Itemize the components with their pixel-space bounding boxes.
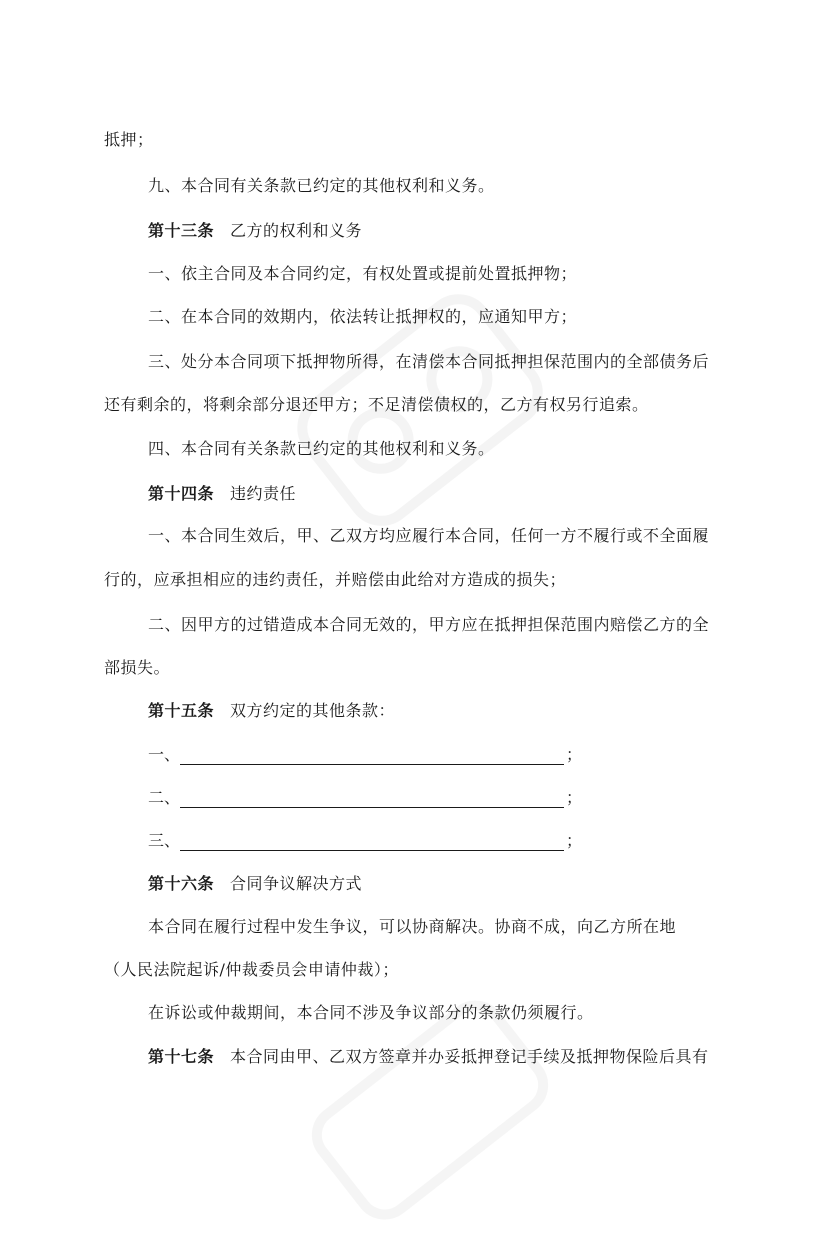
article-number: 第十五条	[148, 701, 215, 720]
article-number: 第十四条	[148, 484, 215, 503]
article-title: 违约责任	[230, 484, 297, 503]
blank-number: 三、	[148, 831, 181, 850]
article-13-heading	[148, 219, 768, 243]
blank-underline[interactable]	[180, 850, 564, 851]
article-title: 乙方的权利和义务	[230, 221, 363, 240]
article-title: 双方约定的其他条款：	[230, 701, 396, 720]
text-line: 本合同在履行过程中发生争议，可以协商解决。协商不成，向乙方所在地	[148, 917, 677, 936]
blank-number: 二、	[148, 788, 181, 807]
blank-end: ；	[566, 745, 583, 764]
text-line: 部损失。	[104, 658, 171, 677]
text-line: 在诉讼或仲裁期间，本合同不涉及争议部分的条款仍须履行。	[148, 1003, 594, 1022]
blank-underline[interactable]	[180, 764, 564, 765]
article-14-heading	[148, 482, 768, 506]
article-15-heading	[148, 699, 768, 723]
article-17-heading	[148, 1045, 768, 1069]
text-line: 行的，应承担相应的违约责任，并赔偿由此给对方造成的损失；	[104, 570, 567, 589]
article-number: 第十七条	[148, 1047, 215, 1066]
text-line: 二、在本合同的效期内，依法转让抵押权的，应通知甲方；	[148, 307, 578, 326]
blank-number: 一、	[148, 745, 181, 764]
blank-end: ；	[566, 831, 583, 850]
text-line: 四、本合同有关条款已约定的其他权利和义务。	[148, 439, 495, 458]
text-line: 一、依主合同及本合同约定，有权处置或提前处置抵押物；	[148, 264, 578, 283]
blank-end: ；	[566, 788, 583, 807]
text-line: 二、因甲方的过错造成本合同无效的，甲方应在抵押担保范围内赔偿乙方的全	[148, 615, 710, 634]
fill-in-blank-3[interactable]	[148, 829, 588, 853]
article-number: 第十三条	[148, 221, 215, 240]
blank-underline[interactable]	[180, 807, 564, 808]
text-line: 还有剩余的，将剩余部分退还甲方；不足清偿债权的，乙方有权另行追索。	[104, 395, 649, 414]
text-line: 抵押；	[104, 130, 154, 149]
text-line: （人民法院起诉/仲裁委员会申请仲裁）；	[104, 960, 399, 979]
article-title: 合同争议解决方式	[230, 874, 363, 893]
fill-in-blank-2[interactable]	[148, 786, 588, 810]
article-number: 第十六条	[148, 874, 215, 893]
article-16-heading	[148, 872, 768, 896]
article-title: 本合同由甲、乙双方签章并办妥抵押登记手续及抵押物保险后具有	[230, 1047, 709, 1066]
fill-in-blank-1[interactable]	[148, 743, 588, 767]
text-line: 九、本合同有关条款已约定的其他权利和义务。	[148, 176, 495, 195]
text-line: 一、本合同生效后，甲、乙双方均应履行本合同，任何一方不履行或不全面履	[148, 526, 710, 545]
text-line: 三、处分本合同项下抵押物所得，在清偿本合同抵押担保范围内的全部债务后	[148, 352, 710, 371]
